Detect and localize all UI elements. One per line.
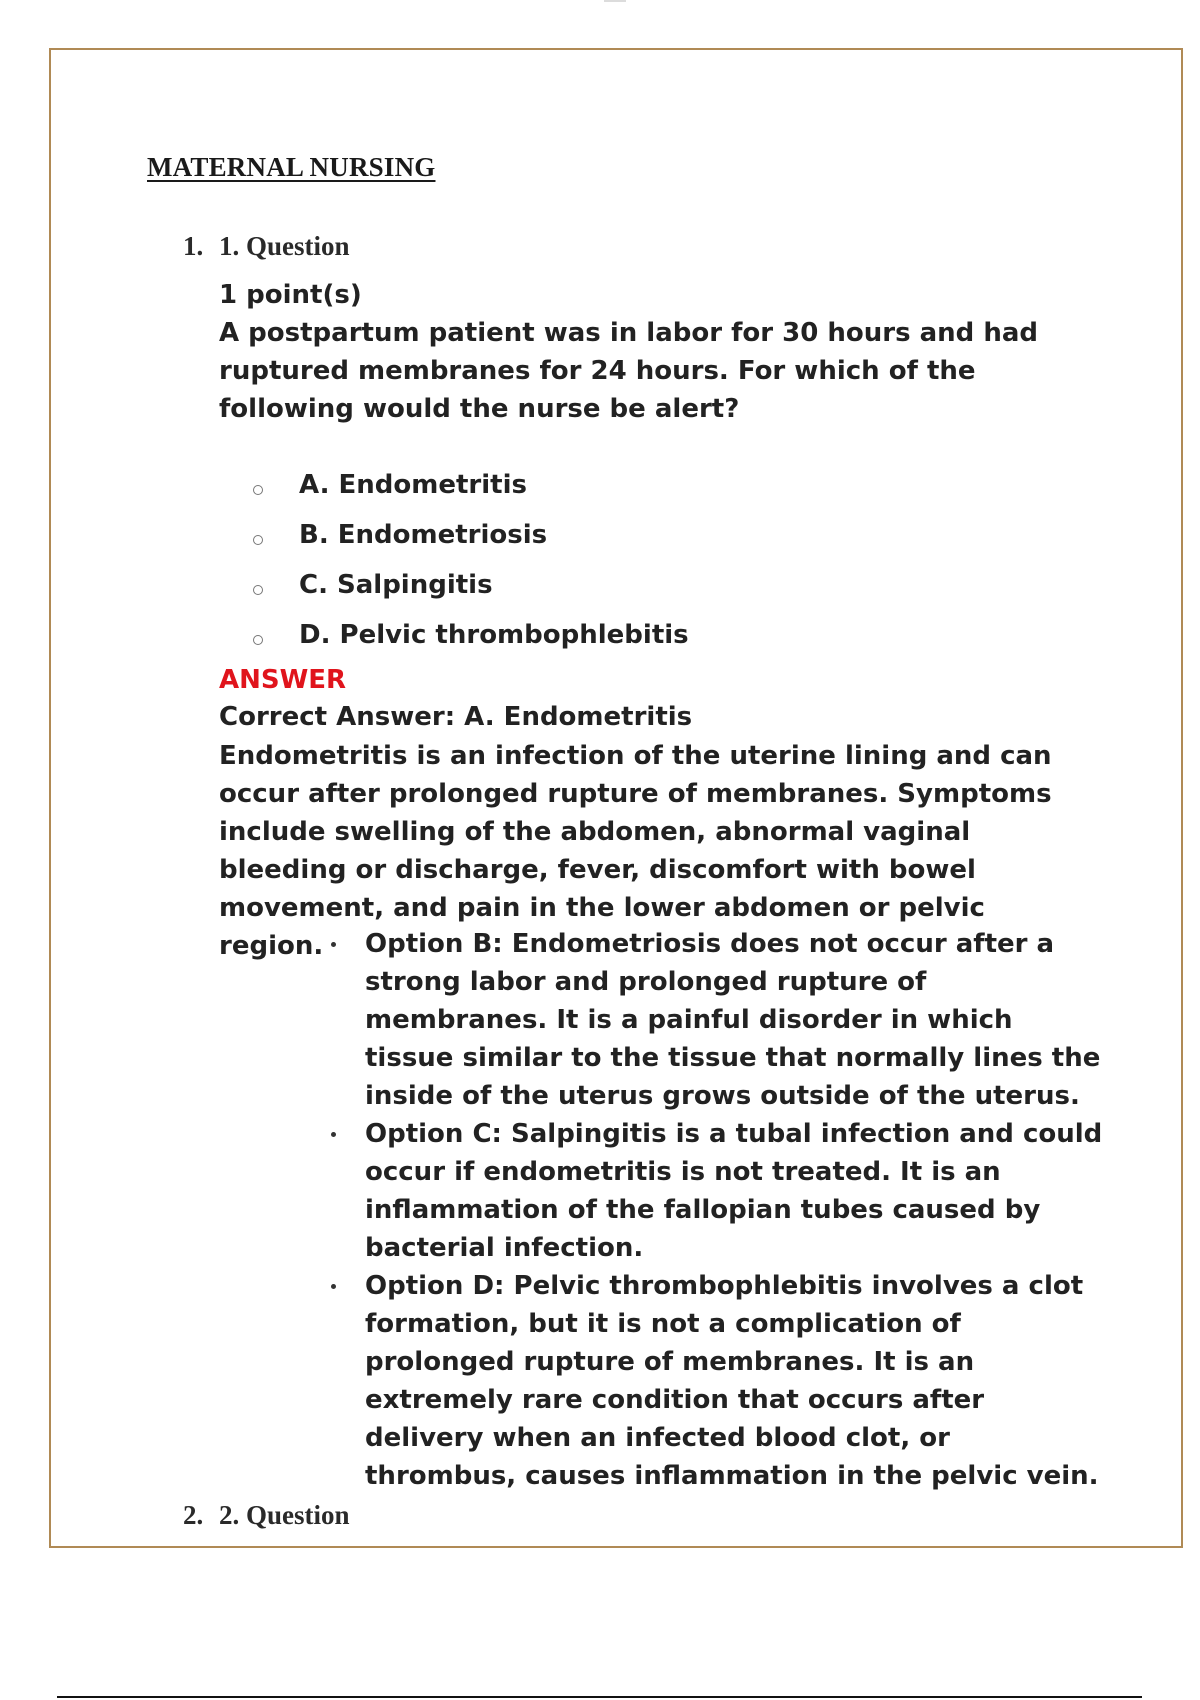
option-b[interactable] xyxy=(253,510,689,560)
question-2-heading xyxy=(183,1500,350,1531)
option-c-label: C. Salpingitis xyxy=(299,570,493,600)
rationale-list xyxy=(327,925,1107,1495)
option-a-label: A. Endometritis xyxy=(299,470,527,500)
correct-answer: Correct Answer: A. Endometritis xyxy=(219,702,693,732)
answer-explanation: Endometritis is an infection of the uterine lining and can occur after prolonged rupture of membranes. Symptoms include swelling of the abdomen, abnormal vaginal bleeding or discharge, fever, discomfort with bowel movement, and pain in the lower abdomen or pelvic region. xyxy=(219,741,1052,961)
question-1-number: 1. xyxy=(183,231,204,261)
document-title: MATERNAL NURSING xyxy=(147,152,436,182)
rationale-option-c xyxy=(327,1115,1107,1267)
question-1-options xyxy=(253,460,689,660)
option-c[interactable] xyxy=(253,560,689,610)
hollow-circle-icon xyxy=(253,585,263,595)
bullet-dot-icon xyxy=(331,1284,336,1289)
question-1-title: 1. Question xyxy=(219,231,350,261)
rationale-option-b-text: Option B: Endometriosis does not occur after a strong labor and prolonged rupture of membranes. It is a painful disorder in which tissue similar to the tissue that normally lines the inside of the uterus grows outside of the uterus. xyxy=(365,929,1101,1111)
hollow-circle-icon xyxy=(253,485,263,495)
rationale-option-d-text: Option D: Pelvic thrombophlebitis involves a clot formation, but it is not a complication of prolonged rupture of membranes. It is an extremely rare condition that occurs after delivery when an infected blood clot, or thrombus, causes inflammation in the pelvic vein. xyxy=(365,1271,1099,1491)
question-2-title: 2. Question xyxy=(219,1500,350,1530)
bullet-dot-icon xyxy=(331,942,336,947)
answer-label: ANSWER xyxy=(219,665,347,695)
question-2-number: 2. xyxy=(183,1500,204,1530)
footer-divider xyxy=(57,1696,1142,1698)
hollow-circle-icon xyxy=(253,635,263,645)
page-top-mark xyxy=(604,0,626,2)
hollow-circle-icon xyxy=(253,535,263,545)
rationale-option-c-text: Option C: Salpingitis is a tubal infection and could occur if endometritis is not treated. It is an inflammation of the fallopian tubes caused by bacterial infection. xyxy=(365,1119,1103,1263)
rationale-option-b xyxy=(327,925,1107,1115)
bullet-dot-icon xyxy=(331,1132,336,1137)
option-d[interactable] xyxy=(253,610,689,660)
question-1-points: 1 point(s) xyxy=(219,280,362,310)
question-1-heading xyxy=(183,231,350,262)
rationale-option-d xyxy=(327,1267,1107,1495)
option-d-label: D. Pelvic thrombophlebitis xyxy=(299,620,689,650)
question-1-text: A postpartum patient was in labor for 30 hours and had ruptured membranes for 24 hours. For which of the following would the nurse be alert? xyxy=(219,318,1038,424)
option-b-label: B. Endometriosis xyxy=(299,520,548,550)
option-a[interactable] xyxy=(253,460,689,510)
